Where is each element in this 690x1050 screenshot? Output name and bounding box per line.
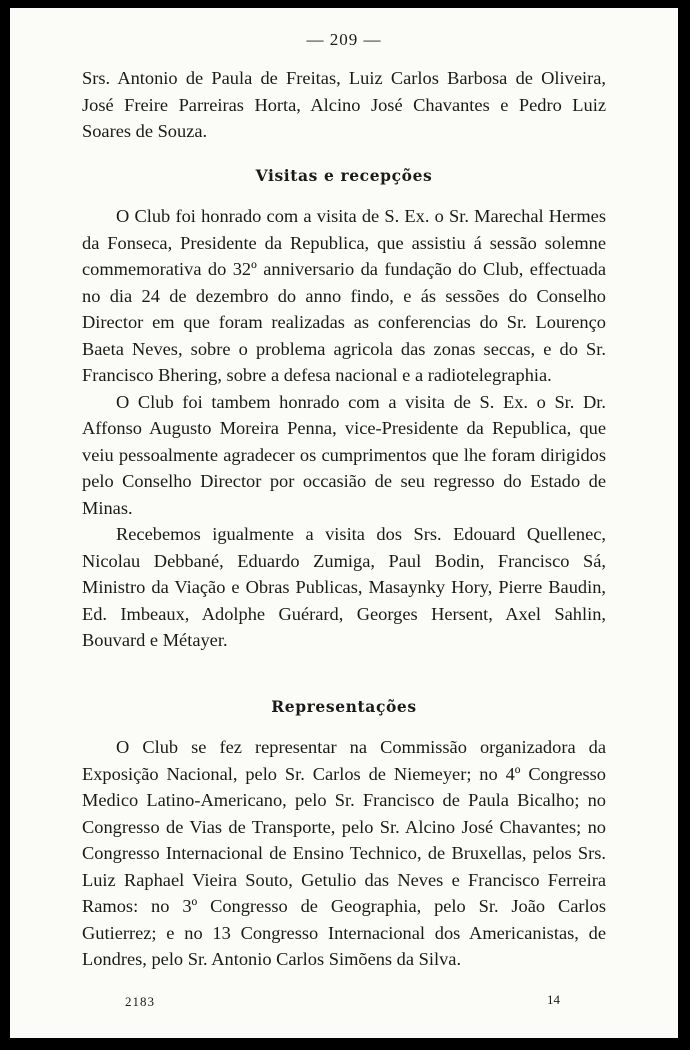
section-visitas-body (82, 203, 606, 654)
body-paragraph: Recebemos igualmente a visita dos Srs. Edouard Quellenec, Nicolau Debbané, Eduardo Zumiga, Paul Bodin, Francisco Sá, Ministro da Viação e Obras Publicas, Masaynky Hory, Pierre Baudin, Ed. Imbeaux, Adolphe Guérard, Georges Hersent, Axel Sahlin, Bouvard e Métayer. (82, 524, 606, 650)
intro-paragraph: Srs. Antonio de Paula de Freitas, Luiz Carlos Barbosa de Oliveira, José Freire Parreiras Horta, Alcino José Chavantes e Pedro Luiz Soares de Souza. (82, 68, 606, 141)
body-paragraph: O Club foi honrado com a visita de S. Ex. o Sr. Marechal Hermes da Fonseca, Presidente da Republica, que assistiu á sessão solemne commemorativa do 32º anniversario da fundação do Club, effectuada no dia 24 de dezembro do anno findo, e ás sessões do Conselho Director em que foram realizadas as conferencias do Sr. Lourenço Baeta Neves, sobre o problema agricola das zonas seccas, e do Sr. Francisco Bhering, sobre a defesa nacional e a radiotelegraphia. (82, 206, 606, 385)
intro-paragraph-block (82, 65, 606, 145)
body-paragraph: O Club se fez representar na Commissão organizadora da Exposição Nacional, pelo Sr. Carlos de Niemeyer; no 4º Congresso Medico Latino-Americano, pelo Sr. Francisco de Paula Bicalho; no Congresso de Vias de Transporte, pelo Sr. Alcino José Chavantes; no Congresso Internacional de Ensino Technico, de Bruxellas, pelos Srs. Luiz Raphael Vieira Souto, Getulio das Neves e Francisco Ferreira Ramos: no 3º Congresso de Geographia, pelo Sr. João Carlos Gutierrez; e no 13 Congresso Internacional dos Americanistas, de Londres, pelo Sr. Antonio Carlos Simõens da Silva. (82, 737, 606, 969)
body-paragraph: O Club foi tambem honrado com a visita de S. Ex. o Sr. Dr. Affonso Augusto Moreira Penna, vice-Presidente da Republica, que veiu pessoalmente agradecer os cumprimentos que lhe foram dirigidos pelo Conselho Director por occasião de seu regresso do Estado de Minas. (82, 391, 606, 518)
section-representacoes-body (82, 734, 606, 973)
printer-signature-mark: 2183 (125, 994, 155, 1009)
page-number: — 209 — (306, 30, 382, 49)
document-page (10, 8, 678, 1038)
sheet-number: 14 (547, 992, 560, 1007)
section-heading-representacoes: Representações (271, 697, 417, 716)
section-heading-visitas: Visitas e recepções (255, 166, 433, 185)
